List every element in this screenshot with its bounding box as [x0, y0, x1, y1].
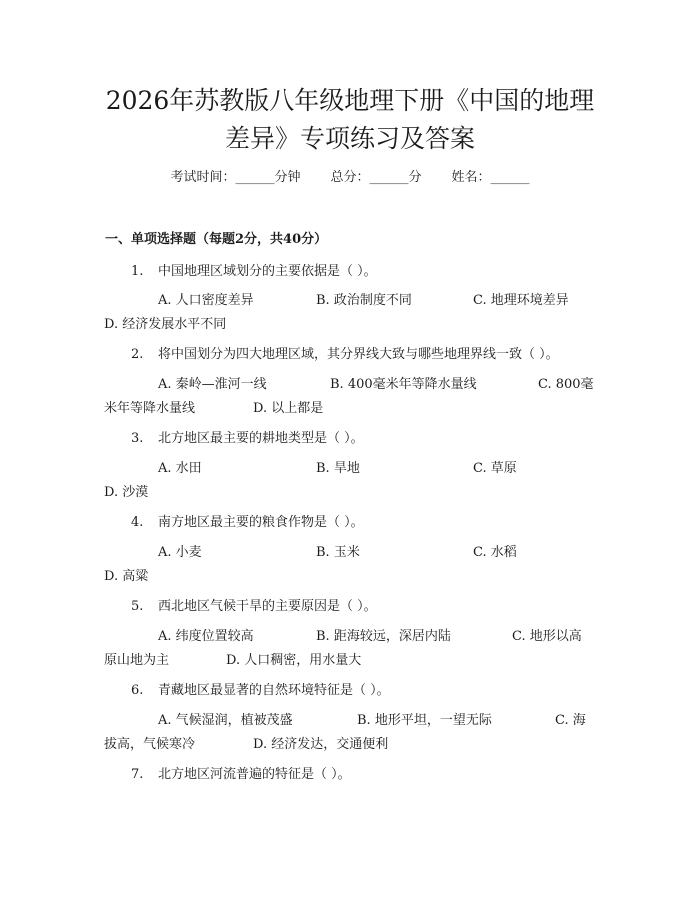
option-c-continued: 米年等降水量线: [104, 401, 196, 416]
question-number: 2.: [131, 347, 144, 362]
option-a: A. 人口密度差异: [158, 293, 254, 308]
option-a: A. 气候湿润，植被茂盛: [158, 713, 293, 728]
question-number: 7.: [131, 767, 144, 782]
exam-score: 总分：______分: [330, 170, 422, 185]
question-number: 4.: [131, 515, 144, 530]
question-text: 中国地理区域划分的主要依据是（ ）。: [158, 264, 377, 279]
option-b: B. 旱地: [316, 461, 360, 476]
document-title-line1: 2026年苏教版八年级地理下册《中国的地理: [105, 86, 595, 115]
option-c: C. 草原: [473, 461, 517, 476]
option-c-continued: 拔高，气候寒冷: [104, 737, 196, 752]
exam-meta: [0, 168, 700, 188]
option-d: D. 以上都是: [253, 401, 324, 416]
exam-name: 姓名：______: [451, 170, 530, 185]
question-number: 5.: [131, 599, 144, 614]
question-text: 南方地区最主要的粮食作物是（ ）。: [158, 515, 364, 530]
question-text: 西北地区气候干旱的主要原因是（ ）。: [158, 599, 377, 614]
question-text: 北方地区河流普遍的特征是（ ）。: [158, 767, 351, 782]
option-d: D. 沙漠: [104, 485, 149, 500]
option-b: B. 玉米: [316, 545, 360, 560]
question-text: 北方地区最主要的耕地类型是（ ）。: [158, 431, 364, 446]
option-a: A. 小麦: [158, 545, 202, 560]
option-b: B. 地形平坦，一望无际: [357, 713, 492, 728]
option-d: D. 经济发展水平不同: [104, 317, 227, 332]
option-c: C. 地形以高: [512, 629, 582, 644]
exam-time: 考试时间：______分钟: [170, 170, 301, 185]
option-b: B. 距海较远，深居内陆: [316, 629, 451, 644]
option-c-continued: 原山地为主: [104, 653, 170, 668]
question-number: 6.: [131, 683, 144, 698]
option-d: D. 人口稠密，用水量大: [226, 653, 362, 668]
document-title-line2: 差异》专项练习及答案: [224, 124, 475, 153]
section-heading-single-choice: 一、单项选择题（每题2分，共40分）: [105, 232, 328, 247]
option-a: A. 纬度位置较高: [158, 629, 254, 644]
option-c: C. 地理环境差异: [473, 293, 569, 308]
option-d: D. 高粱: [104, 569, 149, 584]
question-number: 1.: [131, 264, 144, 279]
option-a: A. 水田: [158, 461, 202, 476]
question-text: 将中国划分为四大地理区域，其分界线大致与哪些地理界线一致（ ）。: [158, 347, 559, 362]
option-c: C. 水稻: [473, 545, 517, 560]
question-number: 3.: [131, 431, 144, 446]
option-d: D. 经济发达，交通便利: [253, 737, 389, 752]
option-b: B. 400毫米年等降水量线: [330, 377, 477, 392]
option-a: A. 秦岭—淮河一线: [158, 377, 267, 392]
option-b: B. 政治制度不同: [316, 293, 412, 308]
option-c: C. 海: [555, 713, 586, 728]
option-c: C. 800毫: [538, 377, 594, 392]
question-text: 青藏地区最显著的自然环境特征是（ ）。: [158, 683, 390, 698]
